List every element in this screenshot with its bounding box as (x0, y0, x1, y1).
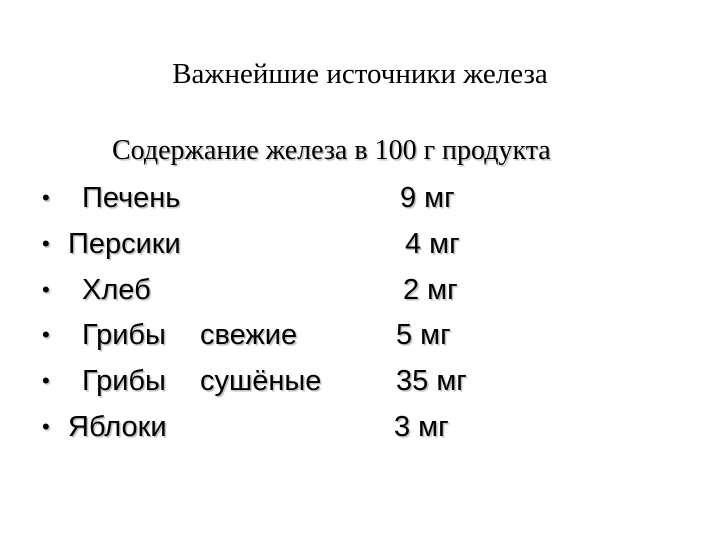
bullet-icon: • (42, 185, 50, 210)
list-item (0, 313, 720, 357)
product-name: Грибы (82, 319, 166, 351)
product-note: свежие (200, 319, 298, 351)
list-item (0, 176, 720, 220)
list-item (0, 359, 720, 403)
iron-amount: 35 мг (396, 365, 467, 397)
iron-amount: 9 мг (400, 182, 455, 214)
bullet-icon: • (42, 322, 50, 347)
list-item (0, 405, 720, 449)
product-name: Яблоки (68, 411, 167, 443)
list-item (0, 268, 720, 312)
slide-title: Важнейшие источники железа (172, 58, 548, 90)
bullet-icon: • (42, 231, 50, 256)
iron-amount: 2 мг (403, 274, 458, 306)
iron-amount: 3 мг (394, 411, 449, 443)
product-name: Персики (68, 228, 181, 260)
product-note: сушёные (200, 365, 322, 397)
product-name: Хлеб (82, 274, 151, 306)
iron-amount: 4 мг (405, 228, 460, 260)
bullet-icon: • (42, 414, 50, 439)
table-subtitle: Содержание железа в 100 г продукта (112, 135, 551, 166)
bullet-icon: • (42, 277, 50, 302)
list-item (0, 222, 720, 266)
bullet-icon: • (42, 368, 50, 393)
product-name: Грибы (82, 365, 166, 397)
product-name: Печень (82, 182, 181, 214)
iron-amount: 5 мг (396, 319, 451, 351)
